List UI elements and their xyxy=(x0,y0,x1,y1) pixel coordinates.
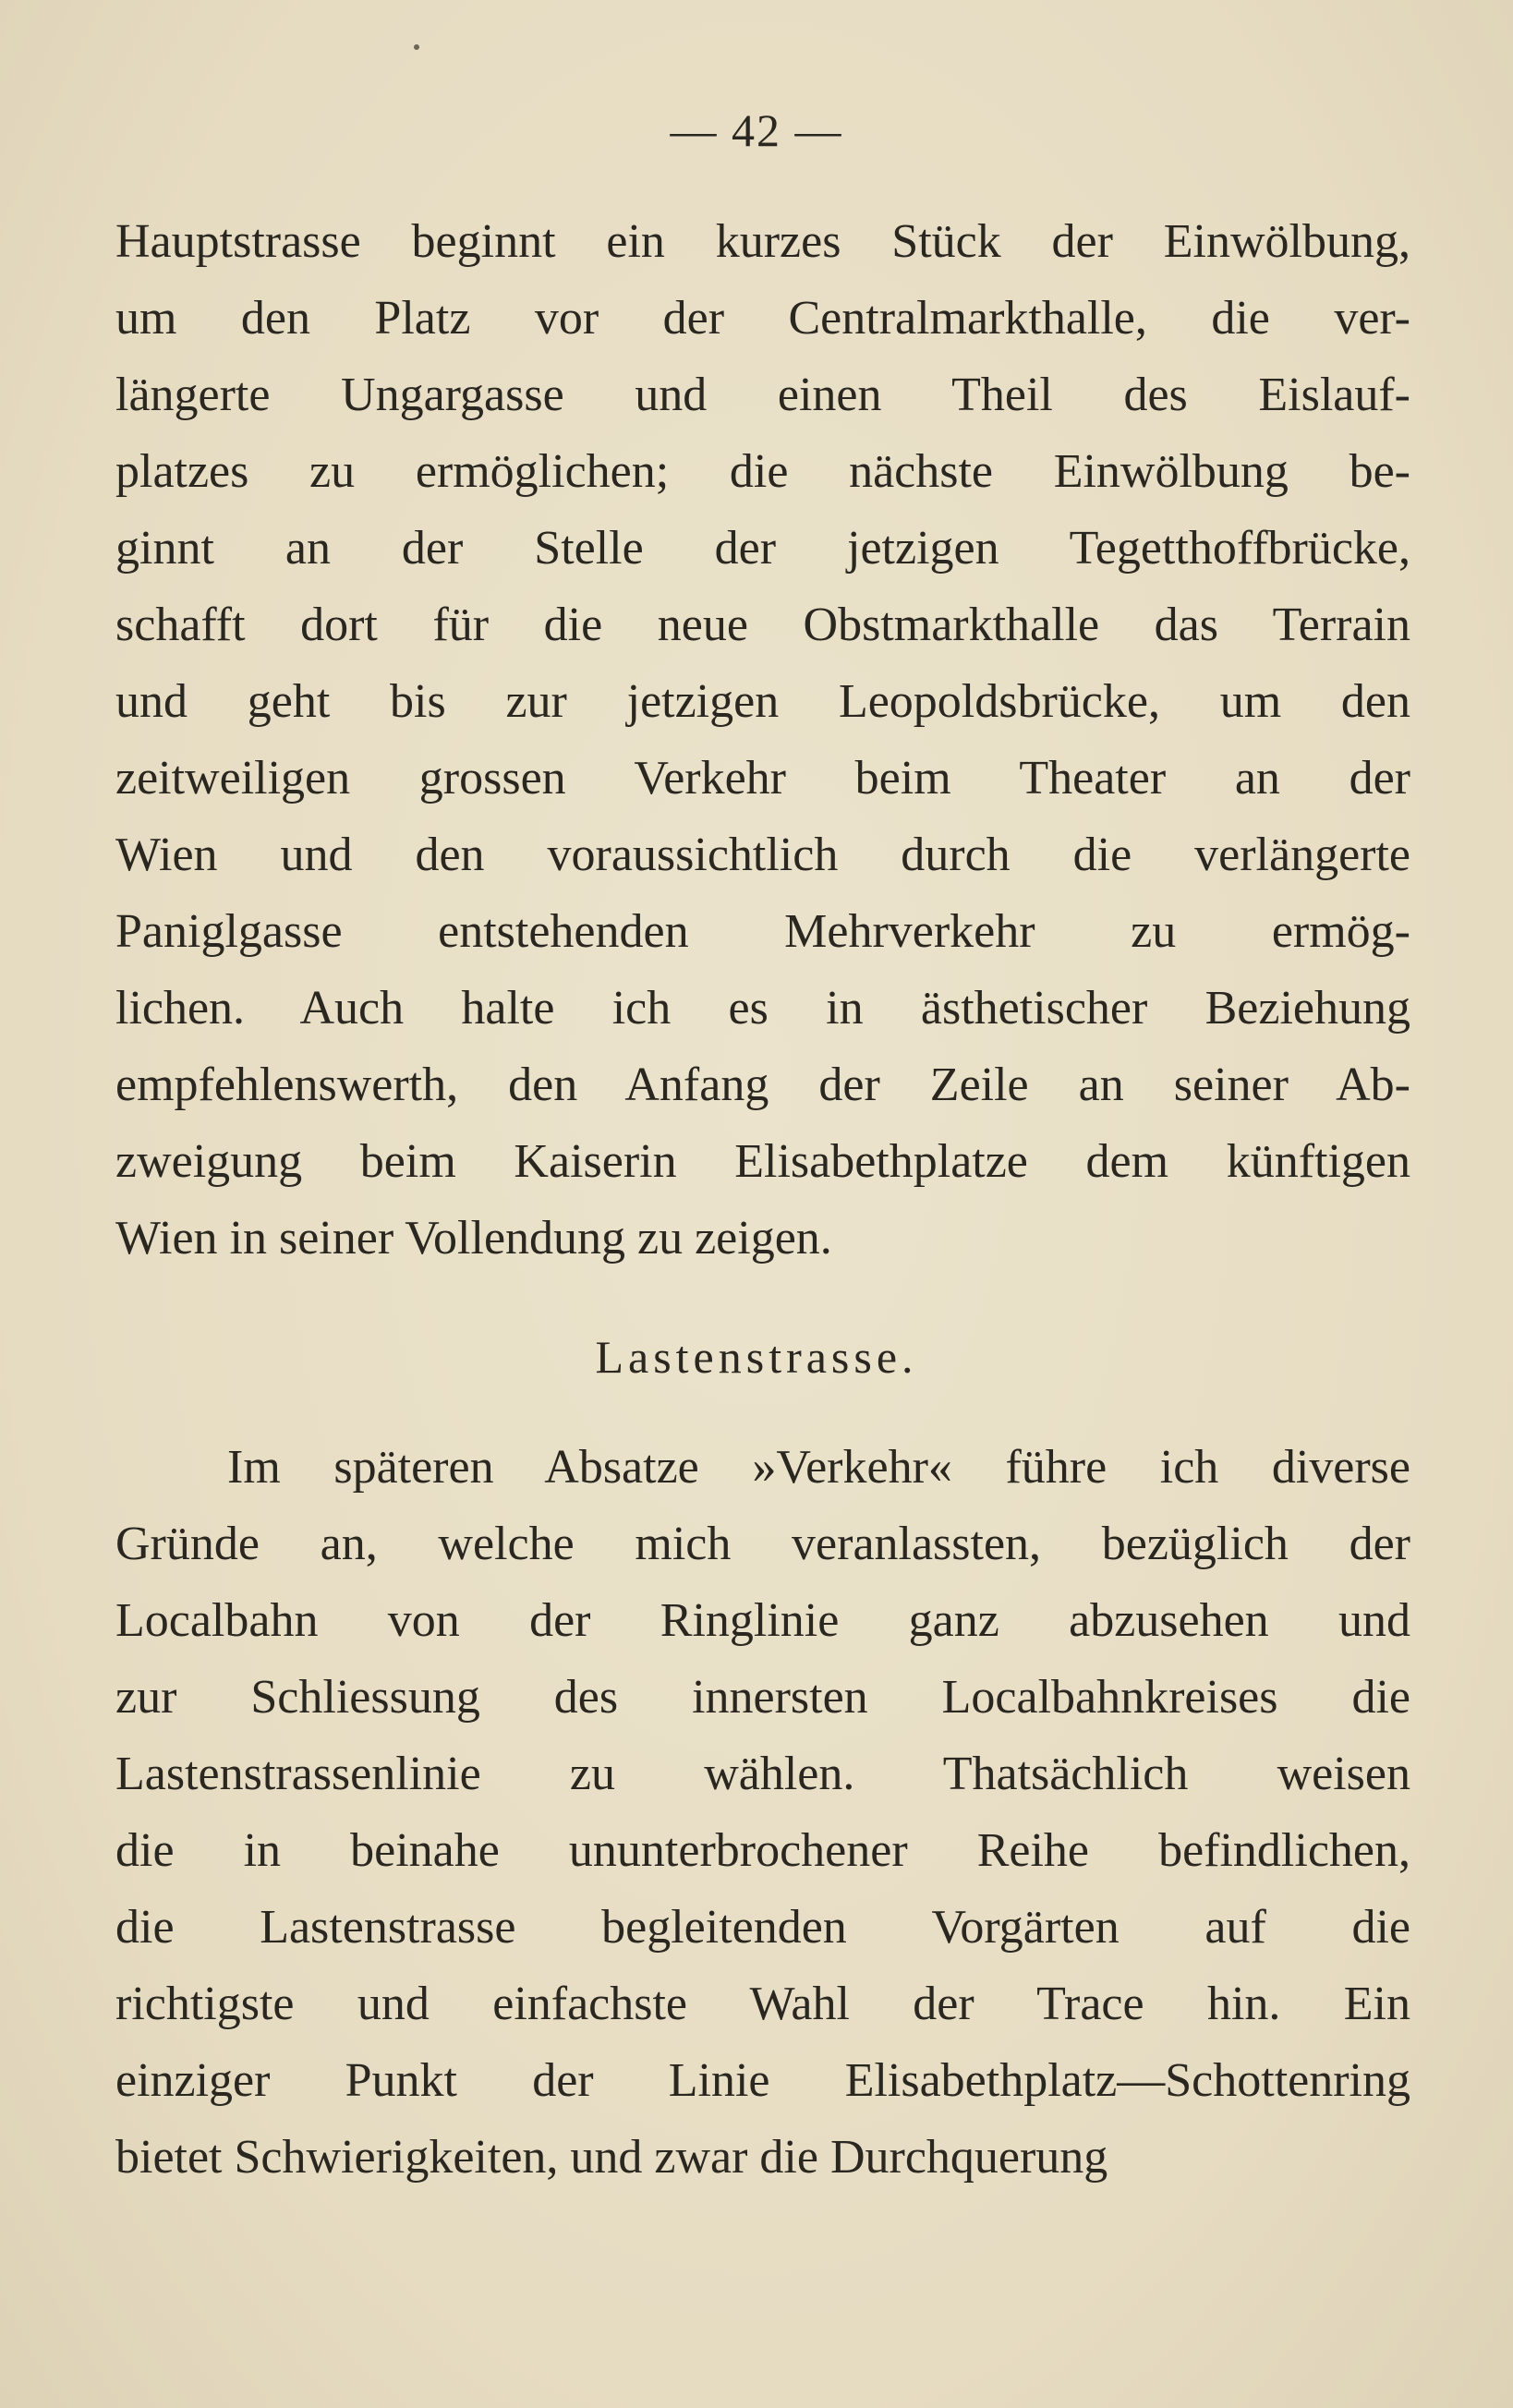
text-line: Wien und den voraussichtlich durch die verlängerte xyxy=(115,829,1410,881)
text-line: richtigste und einfachste Wahl der Trace hin. Ein xyxy=(115,1978,1410,2030)
text-line: Localbahn von der Ringlinie ganz abzusehen und xyxy=(115,1594,1410,1647)
text-line: Paniglgasse entstehenden Mehrverkehr zu ermög- xyxy=(115,905,1410,958)
text-line: um den Platz vor der Centralmarkthalle, die ver- xyxy=(115,292,1410,345)
text-line: Wien in seiner Vollendung zu zeigen. xyxy=(115,1212,832,1265)
text-line: Im späteren Absatze »Verkehr« führe ich diverse xyxy=(227,1441,1410,1494)
text-line: zeitweiligen grossen Verkehr beim Theater an der xyxy=(115,752,1410,805)
section-heading: Lastenstrasse. xyxy=(595,1331,918,1383)
text-line: die in beinahe ununterbrochener Reihe befindlichen, xyxy=(115,1824,1410,1877)
paragraph-2 xyxy=(115,1429,1410,2196)
text-line: längerte Ungargasse und einen Theil des Eislauf- xyxy=(115,369,1410,421)
paragraph-1 xyxy=(115,203,1410,1277)
text-line: und geht bis zur jetzigen Leopoldsbrücke, um den xyxy=(115,675,1410,728)
text-line: ginnt an der Stelle der jetzigen Tegetthoffbrücke, xyxy=(115,522,1410,575)
scan-speck xyxy=(414,44,419,50)
text-line: zur Schliessung des innersten Localbahnkreises die xyxy=(115,1671,1410,1724)
text-line: die Lastenstrasse begleitenden Vorgärten auf die xyxy=(115,1901,1410,1954)
text-line: bietet Schwierigkeiten, und zwar die Durchquerung xyxy=(115,2131,1108,2184)
page-number: — 42 — xyxy=(670,104,843,156)
text-line: Lastenstrassenlinie zu wählen. Thatsächlich weisen xyxy=(115,1748,1410,1800)
text-line: zweigung beim Kaiserin Elisabethplatze dem künftigen xyxy=(115,1135,1410,1188)
text-line: schafft dort für die neue Obstmarkthalle das Terrain xyxy=(115,599,1410,651)
text-line: lichen. Auch halte ich es in ästhetischer Beziehung xyxy=(115,982,1410,1035)
text-line: einziger Punkt der Linie Elisabethplatz—Schottenring xyxy=(115,2054,1410,2107)
text-line: platzes zu ermöglichen; die nächste Einwölbung be- xyxy=(115,445,1410,498)
text-line: Gründe an, welche mich veranlassten, bezüglich der xyxy=(115,1518,1410,1570)
text-line: empfehlenswerth, den Anfang der Zeile an seiner Ab- xyxy=(115,1059,1410,1111)
text-line: Hauptstrasse beginnt ein kurzes Stück der Einwölbung, xyxy=(115,215,1410,268)
